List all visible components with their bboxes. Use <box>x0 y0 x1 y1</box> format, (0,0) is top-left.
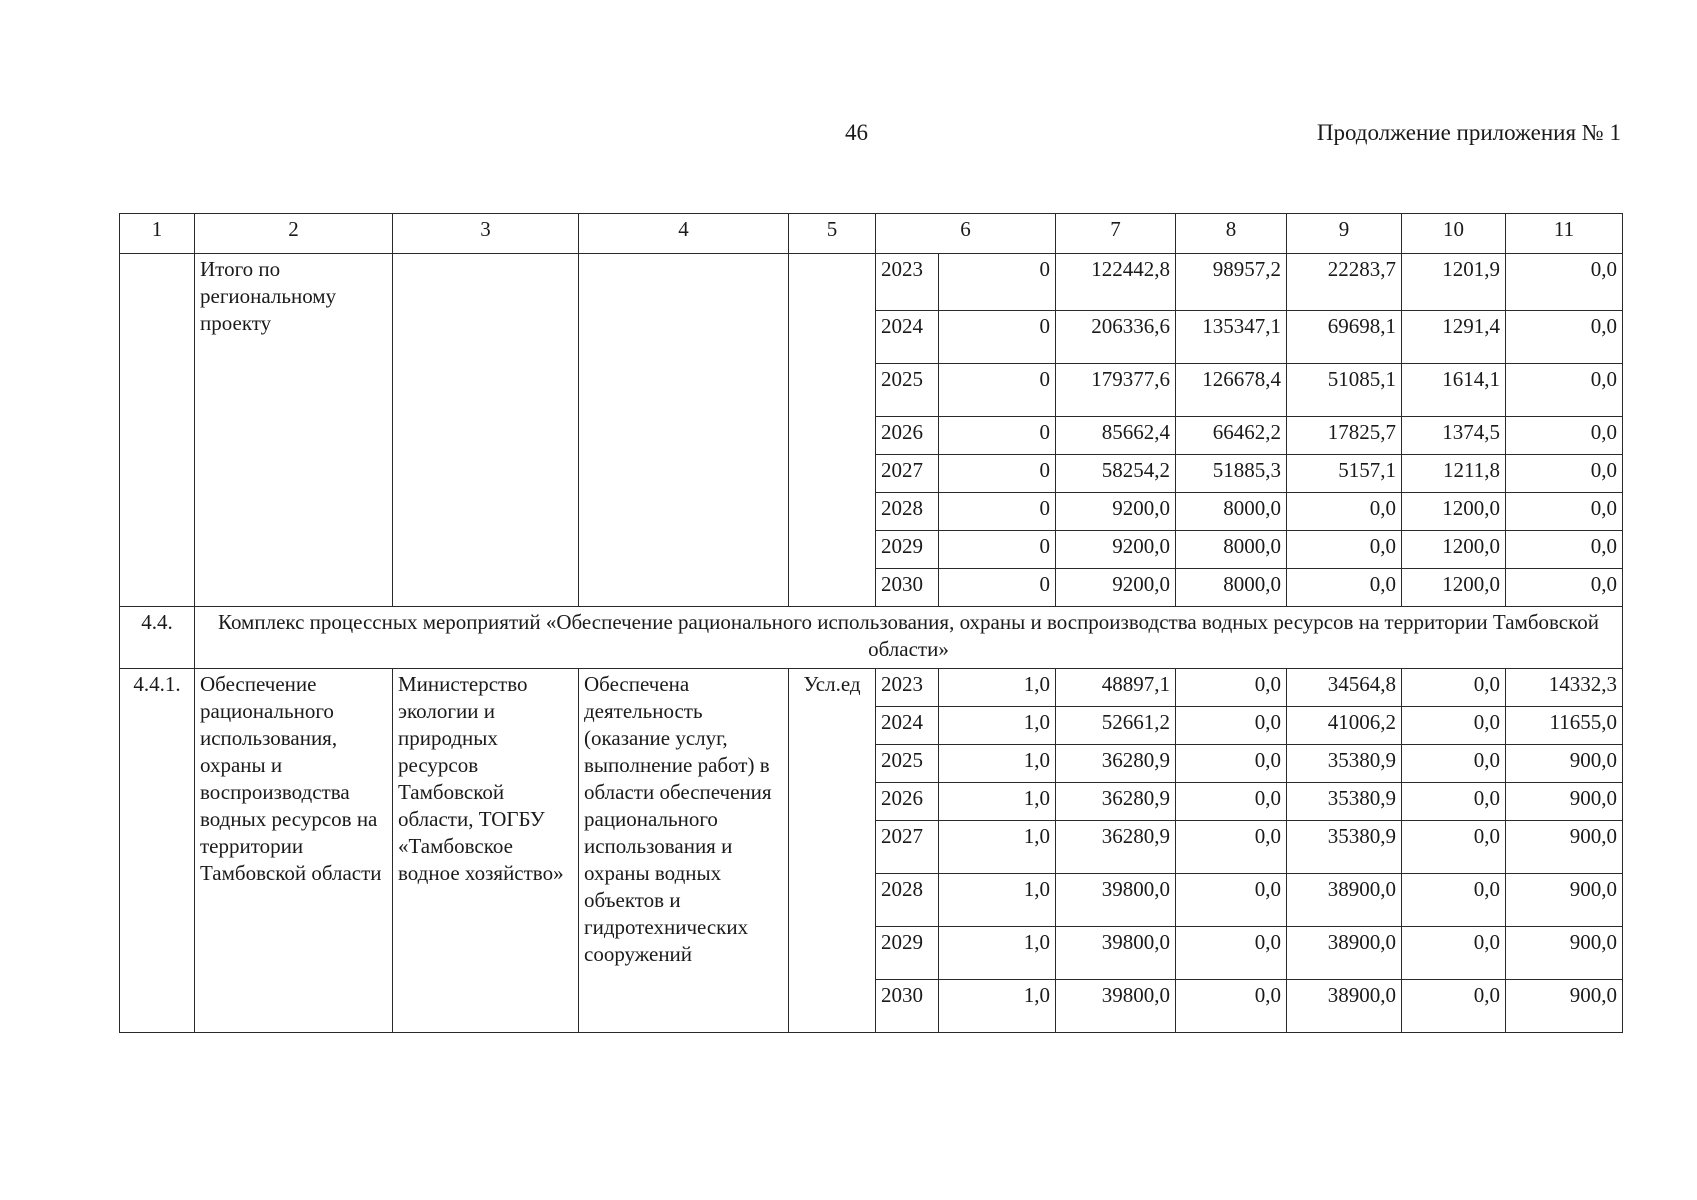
total-name: Итого по региональному проекту <box>195 254 393 607</box>
value-cell: 35380,9 <box>1287 821 1402 874</box>
value-cell: 11655,0 <box>1506 707 1623 745</box>
value-cell: 0,0 <box>1402 874 1506 927</box>
value-cell: 0,0 <box>1402 783 1506 821</box>
value-cell: 98957,2 <box>1176 254 1287 311</box>
item-executor: Министерство экологии и природных ресурсов Тамбовской области, ТОГБУ «Тамбовское водное хозяйство» <box>393 669 579 1033</box>
value-cell: 0,0 <box>1402 669 1506 707</box>
value-cell: 8000,0 <box>1176 569 1287 607</box>
value-cell: 0 <box>939 569 1056 607</box>
total-row <box>120 254 1623 311</box>
value-cell: 39800,0 <box>1056 927 1176 980</box>
value-cell: 1,0 <box>939 669 1056 707</box>
budget-table <box>119 213 1623 1033</box>
value-cell: 1,0 <box>939 821 1056 874</box>
value-cell: 1,0 <box>939 707 1056 745</box>
value-cell: 39800,0 <box>1056 980 1176 1033</box>
value-cell: 1614,1 <box>1402 364 1506 417</box>
value-cell: 8000,0 <box>1176 493 1287 531</box>
value-cell: 900,0 <box>1506 927 1623 980</box>
year-cell: 2024 <box>876 707 939 745</box>
value-cell: 38900,0 <box>1287 927 1402 980</box>
year-cell: 2027 <box>876 455 939 493</box>
value-cell: 0,0 <box>1506 417 1623 455</box>
value-cell: 0 <box>939 417 1056 455</box>
value-cell: 0,0 <box>1402 980 1506 1033</box>
value-cell: 0,0 <box>1506 311 1623 364</box>
value-cell: 900,0 <box>1506 745 1623 783</box>
value-cell: 0,0 <box>1176 874 1287 927</box>
value-cell: 0,0 <box>1506 364 1623 417</box>
year-cell: 2029 <box>876 927 939 980</box>
value-cell: 0 <box>939 493 1056 531</box>
value-cell: 1,0 <box>939 874 1056 927</box>
item-number: 4.4.1. <box>120 669 195 1033</box>
value-cell: 900,0 <box>1506 874 1623 927</box>
value-cell: 48897,1 <box>1056 669 1176 707</box>
value-cell: 1291,4 <box>1402 311 1506 364</box>
value-cell: 1,0 <box>939 783 1056 821</box>
section-block <box>120 607 1623 669</box>
item-name: Обеспечение рационального использования, охраны и воспроизводства водных ресурсов на территории Тамбовской области <box>195 669 393 1033</box>
value-cell: 9200,0 <box>1056 531 1176 569</box>
column-header: 5 <box>789 214 876 254</box>
value-cell: 0,0 <box>1506 493 1623 531</box>
value-cell: 9200,0 <box>1056 493 1176 531</box>
value-cell: 0,0 <box>1176 745 1287 783</box>
column-header: 6 <box>876 214 1056 254</box>
year-cell: 2030 <box>876 569 939 607</box>
value-cell: 0 <box>939 254 1056 311</box>
total-block <box>120 254 1623 607</box>
value-cell: 5157,1 <box>1287 455 1402 493</box>
section-title: Комплекс процессных мероприятий «Обеспечение рационального использования, охраны и воспроизводства водных ресурсов на территории Тамбовской области» <box>195 607 1623 669</box>
value-cell: 58254,2 <box>1056 455 1176 493</box>
value-cell: 14332,3 <box>1506 669 1623 707</box>
value-cell: 39800,0 <box>1056 874 1176 927</box>
value-cell: 206336,6 <box>1056 311 1176 364</box>
value-cell: 52661,2 <box>1056 707 1176 745</box>
value-cell: 1200,0 <box>1402 531 1506 569</box>
year-cell: 2026 <box>876 417 939 455</box>
value-cell: 17825,7 <box>1287 417 1402 455</box>
value-cell: 1200,0 <box>1402 569 1506 607</box>
total-unit-cell <box>789 254 876 607</box>
value-cell: 0,0 <box>1176 927 1287 980</box>
value-cell: 51885,3 <box>1176 455 1287 493</box>
value-cell: 0,0 <box>1176 707 1287 745</box>
value-cell: 0,0 <box>1506 254 1623 311</box>
value-cell: 0,0 <box>1402 927 1506 980</box>
value-cell: 1,0 <box>939 745 1056 783</box>
value-cell: 179377,6 <box>1056 364 1176 417</box>
column-number-row <box>120 214 1623 254</box>
value-cell: 0,0 <box>1402 745 1506 783</box>
value-cell: 8000,0 <box>1176 531 1287 569</box>
item-result: Обеспечена деятельность (оказание услуг, выполнение работ) в области обеспечения рационального использования и охраны водных объектов и гидротехнических сооружений <box>579 669 789 1033</box>
column-header: 10 <box>1402 214 1506 254</box>
year-cell: 2027 <box>876 821 939 874</box>
column-header: 11 <box>1506 214 1623 254</box>
value-cell: 0 <box>939 311 1056 364</box>
year-cell: 2024 <box>876 311 939 364</box>
value-cell: 0,0 <box>1506 455 1623 493</box>
value-cell: 0,0 <box>1287 531 1402 569</box>
column-header: 8 <box>1176 214 1287 254</box>
value-cell: 0 <box>939 531 1056 569</box>
year-cell: 2026 <box>876 783 939 821</box>
value-cell: 41006,2 <box>1287 707 1402 745</box>
section-row <box>120 607 1623 669</box>
value-cell: 1374,5 <box>1402 417 1506 455</box>
value-cell: 0,0 <box>1506 531 1623 569</box>
annex-title: Продолжение приложения № 1 <box>1316 120 1621 145</box>
value-cell: 0 <box>939 455 1056 493</box>
column-header: 3 <box>393 214 579 254</box>
total-number-cell <box>120 254 195 607</box>
value-cell: 0,0 <box>1287 493 1402 531</box>
value-cell: 0,0 <box>1506 569 1623 607</box>
value-cell: 85662,4 <box>1056 417 1176 455</box>
value-cell: 1211,8 <box>1402 455 1506 493</box>
value-cell: 66462,2 <box>1176 417 1287 455</box>
column-header: 2 <box>195 214 393 254</box>
value-cell: 1201,9 <box>1402 254 1506 311</box>
year-cell: 2028 <box>876 874 939 927</box>
value-cell: 36280,9 <box>1056 821 1176 874</box>
page-number: 46 <box>845 120 868 145</box>
value-cell: 36280,9 <box>1056 745 1176 783</box>
value-cell: 1,0 <box>939 927 1056 980</box>
value-cell: 51085,1 <box>1287 364 1402 417</box>
value-cell: 0,0 <box>1402 707 1506 745</box>
value-cell: 126678,4 <box>1176 364 1287 417</box>
value-cell: 1,0 <box>939 980 1056 1033</box>
value-cell: 122442,8 <box>1056 254 1176 311</box>
value-cell: 38900,0 <box>1287 874 1402 927</box>
item-block <box>120 669 1623 1033</box>
section-number: 4.4. <box>120 607 195 669</box>
value-cell: 0 <box>939 364 1056 417</box>
value-cell: 0,0 <box>1402 821 1506 874</box>
column-header: 9 <box>1287 214 1402 254</box>
year-cell: 2023 <box>876 669 939 707</box>
value-cell: 900,0 <box>1506 980 1623 1033</box>
value-cell: 36280,9 <box>1056 783 1176 821</box>
value-cell: 9200,0 <box>1056 569 1176 607</box>
value-cell: 135347,1 <box>1176 311 1287 364</box>
column-header: 7 <box>1056 214 1176 254</box>
total-result-cell <box>579 254 789 607</box>
year-cell: 2023 <box>876 254 939 311</box>
value-cell: 900,0 <box>1506 821 1623 874</box>
year-cell: 2030 <box>876 980 939 1033</box>
value-cell: 0,0 <box>1176 980 1287 1033</box>
value-cell: 34564,8 <box>1287 669 1402 707</box>
total-executor-cell <box>393 254 579 607</box>
column-header: 4 <box>579 214 789 254</box>
value-cell: 0,0 <box>1176 669 1287 707</box>
value-cell: 1200,0 <box>1402 493 1506 531</box>
item-row <box>120 669 1623 707</box>
value-cell: 35380,9 <box>1287 745 1402 783</box>
value-cell: 900,0 <box>1506 783 1623 821</box>
value-cell: 0,0 <box>1176 783 1287 821</box>
value-cell: 22283,7 <box>1287 254 1402 311</box>
value-cell: 0,0 <box>1176 821 1287 874</box>
value-cell: 69698,1 <box>1287 311 1402 364</box>
year-cell: 2029 <box>876 531 939 569</box>
column-header: 1 <box>120 214 195 254</box>
year-cell: 2028 <box>876 493 939 531</box>
value-cell: 0,0 <box>1287 569 1402 607</box>
value-cell: 38900,0 <box>1287 980 1402 1033</box>
value-cell: 35380,9 <box>1287 783 1402 821</box>
year-cell: 2025 <box>876 364 939 417</box>
year-cell: 2025 <box>876 745 939 783</box>
item-unit: Усл.ед <box>789 669 876 1033</box>
